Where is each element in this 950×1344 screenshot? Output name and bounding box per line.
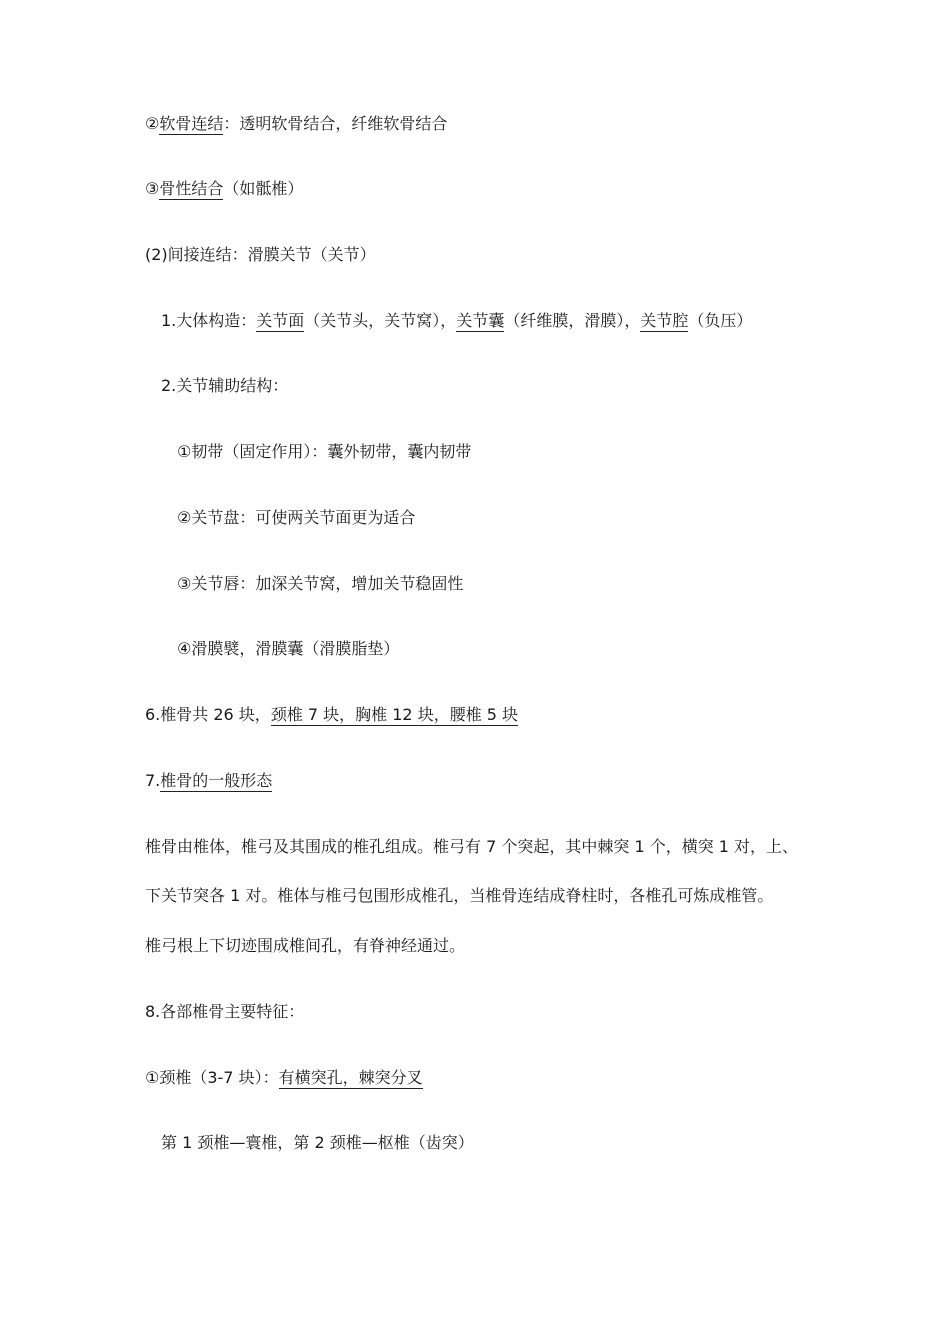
underlined-term: 颈椎 7 块，胸椎 12 块，腰椎 5 块 <box>270 705 519 724</box>
line-text: （如骶椎） <box>223 179 304 198</box>
underlined-term: 关节面 <box>256 311 305 330</box>
text-line <box>177 572 463 596</box>
line-text: ：透明软骨结合，纤维软骨结合 <box>223 114 448 133</box>
text-line <box>177 506 415 530</box>
text-line <box>145 177 303 201</box>
text-line <box>145 1066 423 1090</box>
line-text: ③关节唇：加深关节窝，增加关节稳固性 <box>177 574 464 593</box>
paragraph-line <box>145 884 773 908</box>
section-heading <box>145 769 272 793</box>
text-line <box>145 243 376 267</box>
line-text: 7. <box>145 771 161 790</box>
paragraph-line <box>145 835 798 859</box>
line-text: 6.椎骨共 26 块， <box>145 705 271 724</box>
line-text: 椎骨由椎体，椎弓及其围成的椎孔组成。椎弓有 7 个突起，其中棘突 1 个，横突 1 对，上、 <box>145 837 799 856</box>
paragraph-line <box>145 934 465 958</box>
line-text: (2)间接连结：滑膜关节（关节） <box>145 245 376 264</box>
line-text: ①韧带（固定作用）：囊外韧带，囊内韧带 <box>177 442 472 461</box>
underlined-term: 关节腔 <box>640 311 689 330</box>
line-text: 1.大体构造： <box>161 311 257 330</box>
text-line <box>145 1000 304 1024</box>
text-line <box>177 637 399 661</box>
line-text: ①颈椎（3-7 块）： <box>145 1068 279 1087</box>
text-line <box>177 440 471 464</box>
underlined-term: 骨性结合 <box>159 179 224 198</box>
underlined-term: 软骨连结 <box>159 114 224 133</box>
underlined-term: 有横突孔，棘突分叉 <box>278 1068 423 1087</box>
line-text: 椎弓根上下切迹围成椎间孔，有脊神经通过。 <box>145 936 466 955</box>
text-line <box>161 1131 474 1155</box>
underlined-term: 椎骨的一般形态 <box>160 771 273 790</box>
line-text: ④滑膜襞，滑膜囊（滑膜脂垫） <box>177 639 400 658</box>
line-text: 下关节突各 1 对。椎体与椎弓包围形成椎孔，当椎骨连结成脊柱时，各椎孔可炼成椎管。 <box>145 886 774 905</box>
line-text: 2.关节辅助结构： <box>161 376 289 395</box>
line-text: 8.各部椎骨主要特征： <box>145 1002 305 1021</box>
line-text: ②关节盘：可使两关节面更为适合 <box>177 508 416 527</box>
text-line <box>161 374 288 398</box>
text-line <box>161 309 752 333</box>
circled-number: ② <box>145 114 160 133</box>
text-line <box>145 112 447 136</box>
line-text: 第 1 颈椎—寰椎，第 2 颈椎—枢椎（齿突） <box>161 1133 474 1152</box>
line-text: （负压） <box>688 311 753 330</box>
text-line <box>145 703 518 727</box>
line-text: （关节头，关节窝）， <box>304 311 457 330</box>
underlined-term: 关节囊 <box>456 311 505 330</box>
circled-number: ③ <box>145 179 160 198</box>
line-text: （纤维膜，滑膜）， <box>504 311 641 330</box>
